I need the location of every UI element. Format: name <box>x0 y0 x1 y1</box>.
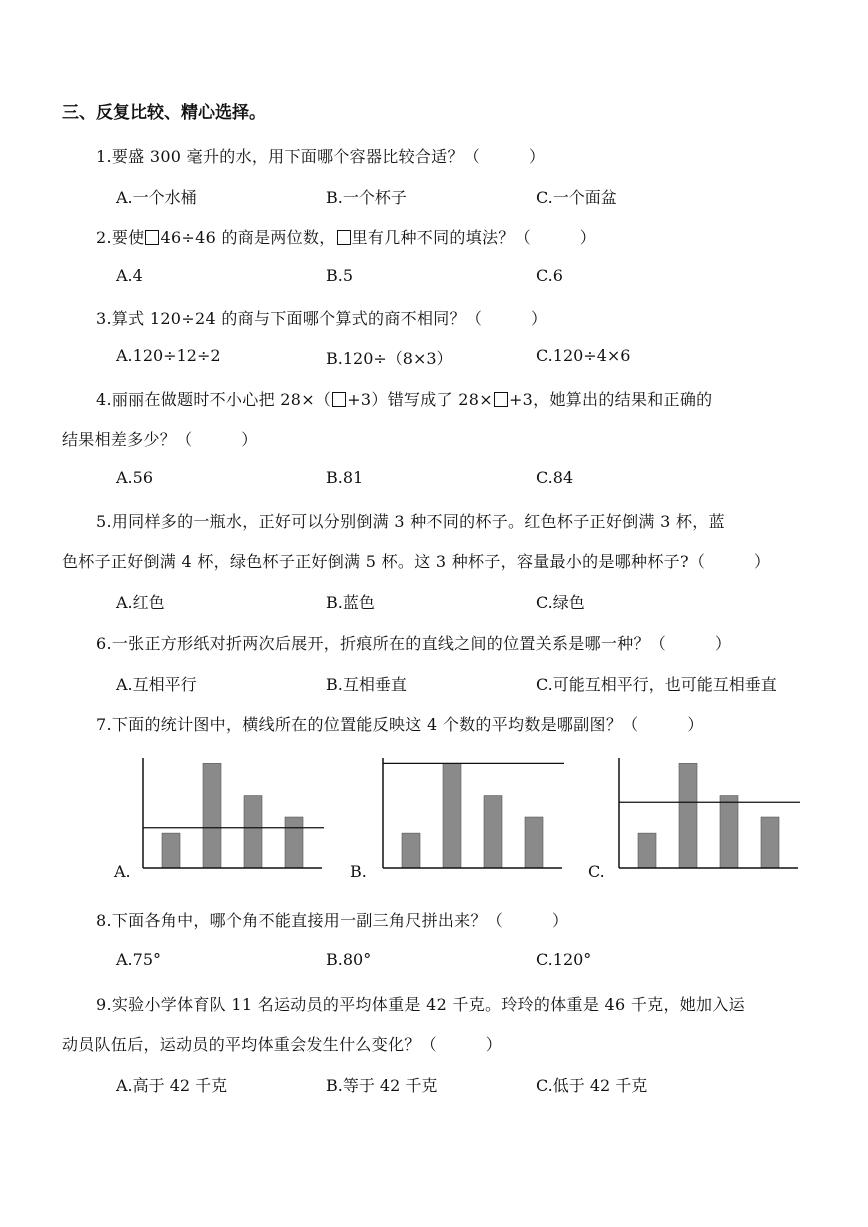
question-8: 8.下面各角中，哪个角不能直接用一副三角尺拼出来？（ ） <box>96 911 569 930</box>
bar-1 <box>402 833 420 868</box>
q4-option-a: A.56 <box>116 468 153 487</box>
bar-chart-c <box>616 756 806 871</box>
q3-option-b: B.120÷（8×3） <box>326 349 453 368</box>
bar-1 <box>638 833 656 868</box>
q1-option-a: A.一个水桶 <box>116 188 197 207</box>
q5-option-a: A.红色 <box>116 593 165 612</box>
question-5-line-2: 色杯子正好倒满 4 杯，绿色杯子正好倒满 5 杯。这 3 种杯子，容量最小的是哪种杯子?（ ） <box>62 552 771 571</box>
bar-3 <box>720 796 738 868</box>
q4-part-3: +3，她算出的结果和正确的 <box>508 390 713 409</box>
blank-box <box>332 392 346 407</box>
bar-chart-b <box>380 756 570 871</box>
bar-1 <box>162 833 180 868</box>
question-3: 3.算式 120÷24 的商与下面哪个算式的商不相同？（ ） <box>96 309 548 328</box>
q9-option-b: B.等于 42 千克 <box>326 1076 438 1095</box>
question-5: 5.用同样多的一瓶水，正好可以分别倒满 3 种不同的杯子。红色杯子正好倒满 3 杯，蓝 <box>96 512 725 531</box>
section-title: 三、反复比较、精心选择。 <box>62 103 266 123</box>
bar-chart-a <box>140 756 330 871</box>
blank-box <box>494 392 508 407</box>
q2-part-3: 里有几种不同的填法？（ ） <box>351 228 597 247</box>
q2-part-2: 46÷46 的商是两位数， <box>160 228 336 247</box>
q2-option-a: A.4 <box>116 266 143 285</box>
q2-option-c: C.6 <box>536 266 563 285</box>
chart-c-label: C. <box>588 862 605 881</box>
question-7: 7.下面的统计图中，横线所在的位置能反映这 4 个数的平均数是哪副图？（ ） <box>96 715 704 734</box>
bar-3 <box>484 796 502 868</box>
q6-option-c: C.可能互相平行，也可能互相垂直 <box>536 675 777 694</box>
bar-3 <box>244 796 262 868</box>
question-4-line-2: 结果相差多少？（ ） <box>62 430 258 449</box>
bar-2 <box>679 763 697 868</box>
q3-option-a: A.120÷12÷2 <box>116 346 221 365</box>
q2-option-b: B.5 <box>326 266 354 285</box>
question-6: 6.一张正方形纸对折两次后展开，折痕所在的直线之间的位置关系是哪一种？（ ） <box>96 634 732 653</box>
q6-option-b: B.互相垂直 <box>326 675 407 694</box>
q5-option-c: C.绿色 <box>536 593 585 612</box>
blank-box <box>337 230 351 245</box>
bar-4 <box>525 817 543 868</box>
question-1: 1.要盛 300 毫升的水，用下面哪个容器比较合适？（ ） <box>96 147 546 166</box>
q4-part-1: 4.丽丽在做题时不小心把 28×（ <box>96 390 332 409</box>
bar-2 <box>203 763 221 868</box>
question-4 <box>96 387 712 410</box>
q4-part-2: +3）错写成了 28× <box>347 390 493 409</box>
question-2 <box>96 225 596 248</box>
chart-b-label: B. <box>350 862 367 881</box>
q3-option-c: C.120÷4×6 <box>536 346 631 365</box>
q8-option-a: A.75° <box>116 950 161 969</box>
blank-box <box>145 230 159 245</box>
q9-option-c: C.低于 42 千克 <box>536 1076 648 1095</box>
q6-option-a: A.互相平行 <box>116 675 197 694</box>
q1-option-c: C.一个面盆 <box>536 188 617 207</box>
bar-2 <box>443 763 461 868</box>
bar-4 <box>761 817 779 868</box>
q1-option-b: B.一个杯子 <box>326 188 407 207</box>
question-9: 9.实验小学体育队 11 名运动员的平均体重是 42 千克。玲玲的体重是 46 千克，她加入运 <box>96 995 745 1014</box>
q9-option-a: A.高于 42 千克 <box>116 1076 228 1095</box>
bar-4 <box>285 817 303 868</box>
q8-option-c: C.120° <box>536 950 592 969</box>
q2-part-1: 2.要使 <box>96 228 145 247</box>
q8-option-b: B.80° <box>326 950 372 969</box>
q5-option-b: B.蓝色 <box>326 593 375 612</box>
question-9-line-2: 动员队伍后，运动员的平均体重会发生什么变化？（ ） <box>62 1035 503 1054</box>
q4-option-c: C.84 <box>536 468 574 487</box>
q4-option-b: B.81 <box>326 468 364 487</box>
chart-a-label: A. <box>114 862 131 881</box>
